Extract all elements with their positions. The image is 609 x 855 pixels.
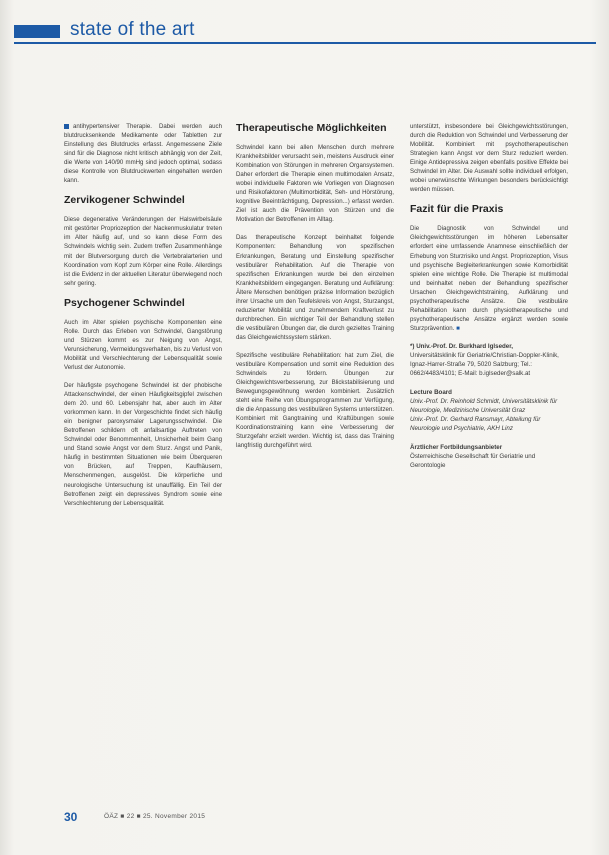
header-rule <box>14 42 596 44</box>
heading-psychogener-schwindel: Psychogener Schwindel <box>64 296 185 309</box>
provider-heading: Ärztlicher Fortbildungsanbieter <box>410 443 503 451</box>
heading-fazit-fuer-die-praxis: Fazit für die Praxis <box>410 203 504 216</box>
section-title: state of the art <box>70 19 195 40</box>
paragraph-therapie-1: Schwindel kann bei allen Menschen durch mehrere Krankheitsbilder verursacht sein, meistens Ausdruck einer Kombination von Störungen in mehreren Organsystemen. Daher erfordert die Therapie einen multimodalen Ansatz, wobei individuelle Faktoren wie Vorliegen von Diagnosen und Risikofaktoren (Multimorbidität, Seh- und Hörstörung, kognitive Beeinträchtigung, Depression...) erfasst werden. Ziel ist auch die Prävention von Stürzen und die Motivation der Betroffenen im Alltag. <box>236 144 394 224</box>
paragraph-fazit <box>410 224 568 333</box>
author-contact: Universitätsklinik für Geriatrie/Christian-Doppler-Klinik, Ignaz-Harrer-Straße 79, 5020 Salzburg; Tel.: 0662/4483/4101; E-Mail: b.iglseder@salk.at <box>410 351 559 377</box>
article-column-3 <box>410 122 568 470</box>
heading-zervikogener-schwindel: Zervikogener Schwindel <box>64 194 185 207</box>
continuation-marker-icon <box>64 124 69 129</box>
page-number: 30 <box>64 810 78 824</box>
article-column-2 <box>236 122 394 460</box>
lecture-board-member-2: Univ.-Prof. Dr. Gerhard Ransmayr, Abteilung für Neurologie und Psychiatrie, AKH Linz <box>410 415 541 432</box>
article-column-1 <box>64 122 222 517</box>
section-header <box>14 20 594 42</box>
paragraph-psychogen-1: Auch im Alter spielen psychische Komponenten eine Rolle. Durch das Erleben von Schwindel, Gangstörung und Stürzen kommt es zur Neigung von Angst, Verunsicherung, Vermeidungsverhalten, bis zu Verlust von Mobilität und Verschlechterung der Lebensqualität sowie Verlust der Autonomie. <box>64 318 222 371</box>
provider-text: Österreichische Gesellschaft für Geriatrie und Gerontologie <box>410 452 536 469</box>
paragraph-zervikogen: Diese degenerative Veränderungen der Halswirbelsäule mit gestörter Propriozeption der Nackenmuskulatur treten im Alter häufig auf, und so kann diese Form des Schwindels wichtig sein. Zudem treffen Zusammenhänge mit der Blutversorgung durch die Vertebralarterien und Koordination vom Kopf zum Körper eine Rolle. Allerdings ist die Evidenz in der aktuellen Literatur überwiegend noch sehr gering. <box>64 216 222 287</box>
page-footer <box>64 810 584 824</box>
section-header-bar <box>14 25 60 38</box>
paragraph-therapie-3: Spezifische vestibuläre Rehabilitation: hat zum Ziel, die vestibuläre Kompensation und somit eine Reduktion des Schwindels zu fördern. Übungen zur Gleichgewichtsverbesserung, zur Blickstabilisierung und Bewegungsgewöhnung werden kombiniert. Zusätzlich steht eine Reihe von Übungsprogrammen zur Verfügung, die die Anpassung des vestibulären Systems unterstützen. Kombiniert mit Gangtraining und Kraftübungen sowie Koordinationstraining kann eine Verbesserung der Sturzgefahr erzielt werden. Wichtig ist, dass das Training langfristig durchgeführt wird. <box>236 351 394 450</box>
paragraph-psychogen-2: Der häufigste psychogene Schwindel ist der phobische Attackenschwindel, der einen Häufigkeitsgipfel zwischen dem 20. und 60. Lebensjahr hat, aber auch im Alter vorkommen kann. In der Vorgeschichte findet sich häufig ein benigner paroxysmaler Lagerungsschwindel. Die Betroffenen schildern oft anfallsartige Auftreten von Schwindel oder Benommenheit, Unsicherheit beim Gang und Stand sowie Angst vor dem Sturz. Angst und Panik, häufig in bestimmten Situationen wie beim Überqueren von Brücken, auf Treppen, Kaufhäusern, Menschenmengen, ausgelöst. Die körperliche und neurologische Untersuchung ist unauffällig. Ein Teil der Betroffenen zeigt ein depressives Syndrom sowie eine Verschlechterung der Lebensqualität. <box>64 381 222 507</box>
lecture-board-member-1: Univ.-Prof. Dr. Reinhold Schmidt, Universitätsklinik für Neurologie, Medizinische Universität Graz <box>410 397 558 414</box>
heading-therapeutische-moeglichkeiten: Therapeutische Möglichkeiten <box>236 122 387 134</box>
intro-text: antihypertensiver Therapie. Dabei werden auch blutdrucksenkende Medikamente oder Tabletten zur Einstellung des Blutdrucks erfasst. Angemessene Ziele sind für die Diagnose nicht kritisch abhängig von der Zeit, die Werte von 140/90 mmHg sind jedoch optimal, sodass diese Kontrolle von Blutdruckwerten eingehalten werden kann. <box>64 123 222 185</box>
paragraph-therapie-2: Das therapeutische Konzept beinhaltet folgende Komponenten: Behandlung von spezifischen Erkrankungen, Beratung und Einstellung spezifischer vestibulärer Rehabilitation. Auf die Therapie von spezifischen Erkrankungen wurde bei den einzelnen Krankheitsbildern eingegangen. Beratung und Aufklärung: Ältere Menschen benötigen präzise Information bezüglich ihrer Ursache um den Teufelskreis von Angst, Sturzangst, reduzierter Mobilität und zunehmendem Kraftverlust zu durchbrechen. Ein wichtiger Teil der Behandlung stellen die vestibulären Übungen dar, die durch gezieltes Training das Gleichgewichtssystem stärken. <box>236 234 394 341</box>
issue-info: ÖÄZ ■ 22 ■ 25. November 2015 <box>104 813 206 820</box>
intro-paragraph <box>64 122 222 185</box>
author-address <box>410 342 568 470</box>
author-name: *) Univ.-Prof. Dr. Burkhard Iglseder, <box>410 342 514 350</box>
end-of-article-icon: ■ <box>456 324 460 332</box>
lecture-board-heading: Lecture Board <box>410 388 452 396</box>
paragraph-col3-top: unterstützt, insbesondere bei Gleichgewichtsstörungen, durch die Reduktion von Schwindel und Verbesserung der Mobilität. Kombiniert mit psychotherapeutischen Strategien kann Angst vor dem Sturz reduziert werden. Einige Antidepressiva zeigen ebenfalls positive Effekte bei Schwindel im Alter. Die Auswahl sollte individuell erfolgen, wobei unerwünschte Wirkungen besonders berücksichtigt werden müssen. <box>410 123 568 194</box>
fazit-text: Die Diagnostik von Schwindel und Gleichgewichtsstörungen im höheren Lebensalter erfordert eine umfassende Anamnese einschließlich der Erhebung von Sturzrisiko und Angst. Propriozeption, Visus und psychische Begleiterkrankungen sowie Komorbidität spielen eine wichtige Rolle. Die Therapie ist multimodal und beinhaltet neben der Behandlung spezifischer Ursachen Gleichgewichtstraining, Aufklärung und psychotherapeutische Ansätze. Die vestibuläre Rehabilitation kann durch physiotherapeutische und psychotherapeutische Ansätze ergänzt werden sowie Sturzprävention. <box>410 225 568 332</box>
